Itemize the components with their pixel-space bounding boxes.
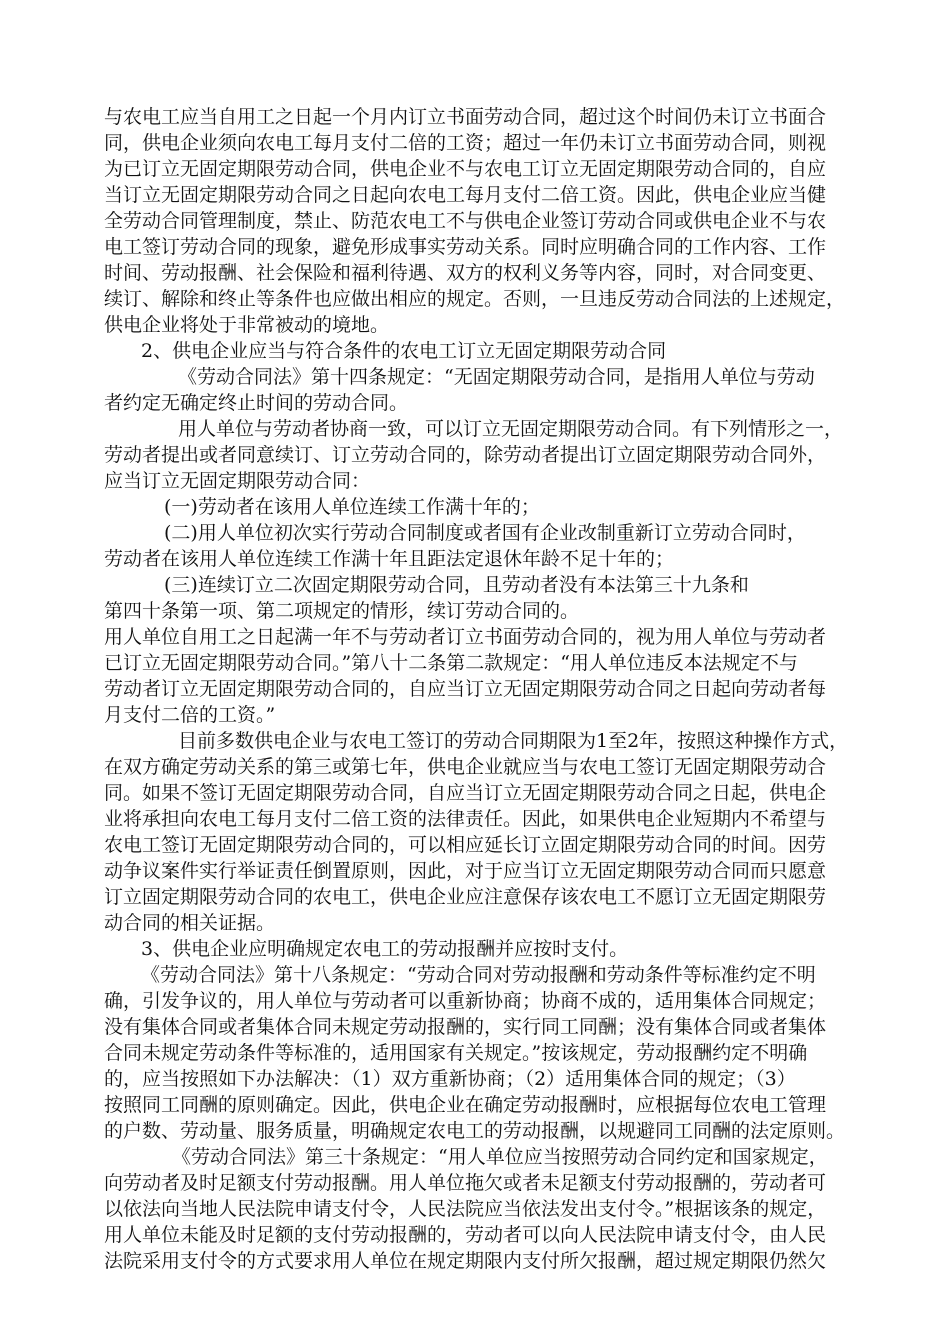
text-line: 当订立无固定期限劳动合同之日起向农电工每月支付二倍工资。因此，供电企业应当健	[104, 184, 827, 206]
text-line: 电工签订劳动合同的现象，避免形成事实劳动关系。同时应明确合同的工作内容、工作	[104, 236, 827, 258]
section-heading: 3、供电企业应明确规定农电工的劳动报酬并应按时支付。	[141, 938, 629, 960]
text-line: 的，应当按照如下办法解决：（1）双方重新协商；（2）适用集体合同的规定；（3）	[104, 1068, 796, 1090]
list-item: (二)用人单位初次实行劳动合同制度或者国有企业改制重新订立劳动合同时，	[164, 522, 806, 544]
text-line: 为已订立无固定期限劳动合同，供电企业不与农电工订立无固定期限劳动合同的，自应	[104, 158, 827, 180]
text-line: 《劳动合同法》第十四条规定：“无固定期限劳动合同，是指用人单位与劳动	[178, 366, 815, 388]
text-line: 没有集体合同或者集体合同未规定劳动报酬的，实行同工同酬；没有集体合同或者集体	[104, 1016, 827, 1038]
text-line: 供电企业将处于非常被动的境地。	[104, 314, 390, 336]
text-line: 用人单位自用工之日起满一年不与劳动者订立书面劳动合同的，视为用人单位与劳动者	[104, 626, 827, 648]
list-item: (一)劳动者在该用人单位连续工作满十年的；	[164, 496, 540, 518]
text-line: 全劳动合同管理制度，禁止、防范农电工不与供电企业签订劳动合同或供电企业不与农	[104, 210, 827, 232]
text-line: 确，引发争议的，用人单位与劳动者可以重新协商；协商不成的，适用集体合同规定；	[104, 990, 827, 1012]
text-line: 已订立无固定期限劳动合同。”第八十二条第二款规定：“用人单位违反本法规定不与	[104, 652, 798, 674]
text-line: 农电工签订无固定期限劳动合同的，可以相应延长订立固定期限劳动合同的时间。因劳	[104, 834, 827, 856]
text-line: 以依法向当地人民法院申请支付令，人民法院应当依法发出支付令。”根据该条的规定，	[104, 1198, 827, 1220]
text-line: 时间、劳动报酬、社会保险和福利待遇、双方的权利义务等内容，同时，对合同变更、	[104, 262, 827, 284]
text-line: 者约定无确定终止时间的劳动合同。	[104, 392, 409, 414]
text-line: 用人单位未能及时足额的支付劳动报酬的，劳动者可以向人民法院申请支付令，由人民	[104, 1224, 827, 1246]
text-line: 在双方确定劳动关系的第三或第七年，供电企业就应当与农电工签订无固定期限劳动合	[104, 756, 827, 778]
text-line: 《劳动合同法》第十八条规定：“劳动合同对劳动报酬和劳动条件等标准约定不明	[141, 964, 816, 986]
text-line: 按照同工同酬的原则确定。因此，供电企业在确定劳动报酬时，应根据每位农电工管理	[104, 1094, 827, 1116]
text-line: 与农电工应当自用工之日起一个月内订立书面劳动合同，超过这个时间仍未订立书面合	[104, 106, 827, 128]
text-line: 同。如果不签订无固定期限劳动合同，自应当订立无固定期限劳动合同之日起，供电企	[104, 782, 827, 804]
list-item: (三)连续订立二次固定期限劳动合同，且劳动者没有本法第三十九条和	[164, 574, 749, 596]
text-line: 业将承担向农电工每月支付二倍工资的法律责任。因此，如果供电企业短期内不希望与	[104, 808, 827, 830]
text-line: 同，供电企业须向农电工每月支付二倍的工资；超过一年仍未订立书面劳动合同，则视	[104, 132, 827, 154]
text-line: 动争议案件实行举证责任倒置原则，因此，对于应当订立无固定期限劳动合同而只愿意	[104, 860, 827, 882]
text-line: 月支付二倍的工资。”	[104, 704, 276, 726]
text-line: 劳动者订立无固定期限劳动合同的，自应当订立无固定期限劳动合同之日起向劳动者每	[104, 678, 827, 700]
text-line: 第四十条第一项、第二项规定的情形，续订劳动合同的。	[104, 600, 580, 622]
text-line: 法院采用支付令的方式要求用人单位在规定期限内支付所欠报酬，超过规定期限仍然欠	[104, 1250, 827, 1272]
text-line: 合同未规定劳动条件等标准的，适用国家有关规定。”按该规定，劳动报酬约定不明确	[104, 1042, 808, 1064]
text-line: 劳动者在该用人单位连续工作满十年且距法定退休年龄不足十年的；	[104, 548, 675, 570]
text-line: 的户数、劳动量、服务质量，明确规定农电工的劳动报酬，以规避同工同酬的法定原则。	[104, 1120, 846, 1142]
text-line: 目前多数供电企业与农电工签订的劳动合同期限为1至2年，按照这种操作方式，	[178, 730, 849, 752]
text-line: 动合同的相关证据。	[104, 912, 276, 934]
section-heading: 2、供电企业应当与符合条件的农电工订立无固定期限劳动合同	[141, 340, 667, 362]
text-line: 《劳动合同法》第三十条规定：“用人单位应当按照劳动合同约定和国家规定，	[172, 1146, 828, 1168]
text-line: 向劳动者及时足额支付劳动报酬。用人单位拖欠或者未足额支付劳动报酬的，劳动者可	[104, 1172, 827, 1194]
text-line: 劳动者提出或者同意续订、订立劳动合同的，除劳动者提出订立固定期限劳动合同外，	[104, 444, 827, 466]
text-line: 订立固定期限劳动合同的农电工，供电企业应注意保存该农电工不愿订立无固定期限劳	[104, 886, 827, 908]
text-line: 用人单位与劳动者协商一致，可以订立无固定期限劳动合同。有下列情形之一，	[178, 418, 844, 440]
text-line: 续订、解除和终止等条件也应做出相应的规定。否则，一旦违反劳动合同法的上述规定，	[104, 288, 846, 310]
text-line: 应当订立无固定期限劳动合同：	[104, 470, 371, 492]
